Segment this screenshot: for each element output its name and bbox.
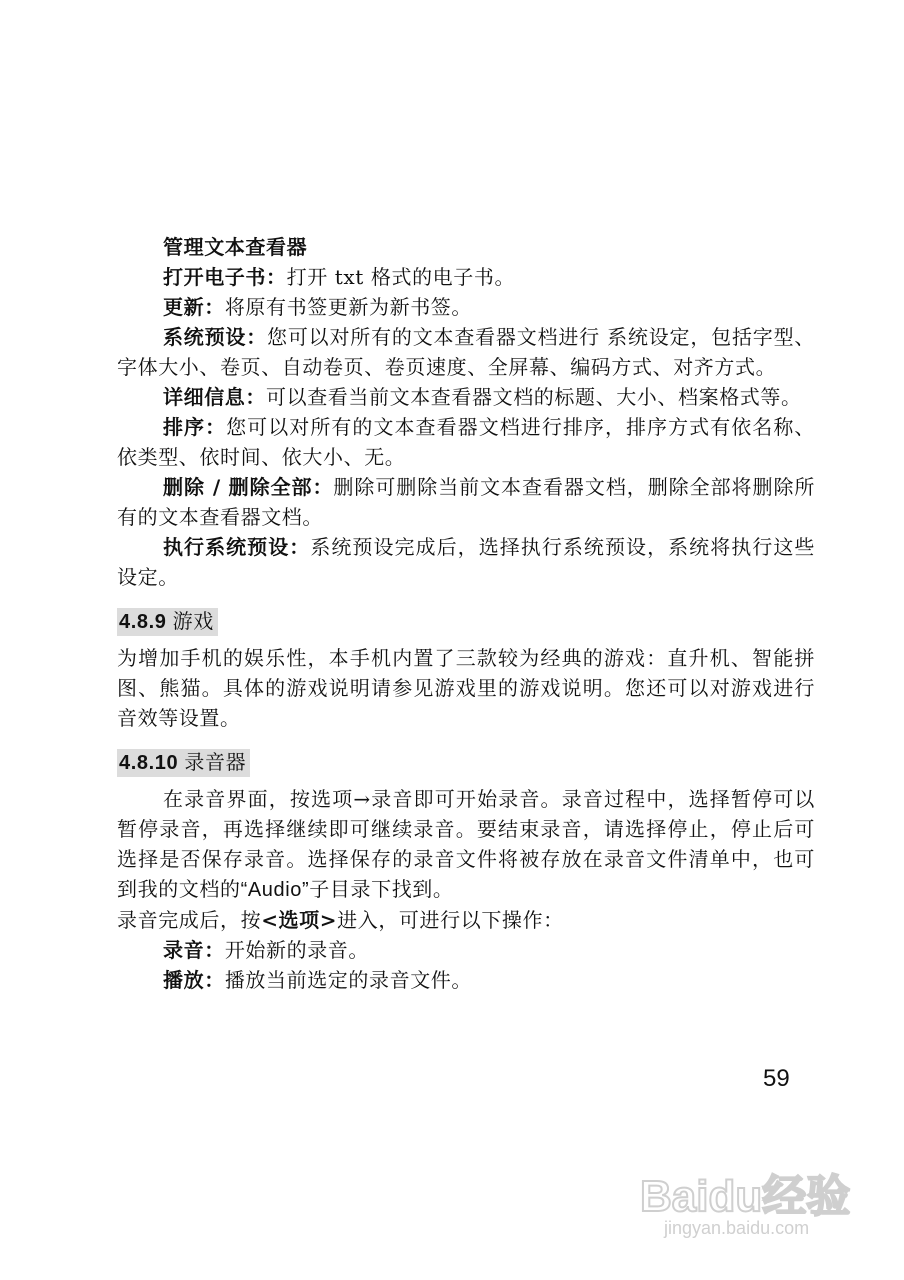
para-text: 您可以对所有的文本查看器文档进行 系统设定，包括字型、字体大小、卷页、自动卷页、卷页速度、全屏幕、编码方式、对齐方式。 <box>117 325 816 379</box>
para-delete <box>117 472 815 532</box>
para-lead: 删除 / 删除全部： <box>163 475 334 499</box>
section-number: 4.8.10 <box>119 752 179 774</box>
para-text: 将原有书签更新为新书签。 <box>224 295 473 319</box>
options-key: <选项> <box>261 908 338 932</box>
para-lead: 播放： <box>163 968 225 992</box>
para-lead: 系统预设： <box>163 325 268 349</box>
audio-folder-name: “Audio” <box>240 879 310 901</box>
page-number: 59 <box>763 1065 790 1092</box>
body-text: 子目录下找到。 <box>309 877 454 901</box>
para-text: 系统预设完成后，选择执行系统预设，系统将执行这些设定。 <box>117 535 815 589</box>
para-manage-text-viewer <box>117 232 815 262</box>
para-open-ebook <box>117 262 815 292</box>
section-game-body: 为增加手机的娱乐性，本手机内置了三款较为经典的游戏：直升机、智能拼图、熊猫。具体的游戏说明请参见游戏里的游戏说明。您还可以对游戏进行音效等设置。 <box>117 646 815 730</box>
watermark-url: jingyan.baidu.com <box>664 1218 810 1238</box>
recorder-item-record <box>117 935 815 965</box>
body-text: 录音完成后，按 <box>117 908 262 932</box>
para-lead: 排序： <box>163 415 227 439</box>
heading-highlight <box>117 749 250 777</box>
section-recorder-after <box>117 905 815 935</box>
para-lead: 执行系统预设： <box>163 535 311 559</box>
para-execute-preset <box>117 532 815 592</box>
section-title: 游戏 <box>172 609 214 633</box>
page-content <box>117 232 815 995</box>
para-text: 您可以对所有的文本查看器文档进行排序，排序方式有依名称、依类型、依时间、依大小、无。 <box>117 415 815 469</box>
para-details <box>117 382 815 412</box>
para-lead: 打开电子书： <box>163 265 287 289</box>
baidu-paw-logo-icon: Baidu经验 <box>640 1172 851 1221</box>
heading-highlight <box>117 608 218 636</box>
section-title: 录音器 <box>184 750 247 774</box>
para-update <box>117 292 815 322</box>
recorder-item-play <box>117 965 815 995</box>
section-recorder-body <box>117 784 815 905</box>
section-heading-game <box>117 606 815 637</box>
para-lead: 详细信息： <box>163 385 266 409</box>
section-heading-recorder <box>117 747 815 778</box>
para-text: 可以查看当前文本查看器文档的标题、大小、档案格式等。 <box>266 385 802 409</box>
baidu-watermark <box>640 1140 880 1250</box>
body-text: 在录音界面，按选项→录音即可开始录音。录音过程中，选择暂停可以暂停录音，再选择继续即可继续录音。要结束录音，请选择停止，停止后可选择是否保存录音。选择保存的录音文件将被存放在录音文件清单中，也可到我的文档的 <box>117 787 815 901</box>
para-sort <box>117 412 815 472</box>
para-text: 打开 txt 格式的电子书。 <box>286 265 516 289</box>
para-system-preset <box>117 322 815 382</box>
para-text: 删除可删除当前文本查看器文档，删除全部将删除所有的文本查看器文档。 <box>117 475 815 529</box>
para-lead: 更新： <box>163 295 225 319</box>
para-text: 播放当前选定的录音文件。 <box>224 968 473 992</box>
para-text: 开始新的录音。 <box>224 938 370 962</box>
body-text: 进入，可进行以下操作： <box>337 908 564 932</box>
para-lead: 管理文本查看器 <box>163 235 308 259</box>
section-number: 4.8.9 <box>119 611 167 633</box>
para-lead: 录音： <box>163 938 225 962</box>
